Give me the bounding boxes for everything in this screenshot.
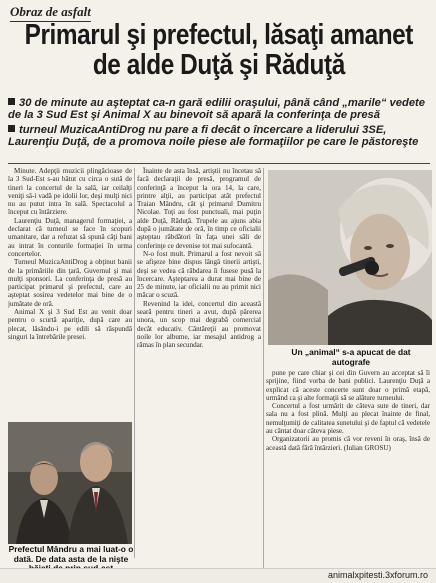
body-paragraph: Concertul a fost urmărit de câteva sute de tineri, dar sala nu a fost plină. Mulţi au plecat înainte de final, nemulţumiţi de calitatea sunetului şi de faptul că vedetele au cântat doar câteva piese. — [266, 402, 430, 436]
body-paragraph: N-o fost mult. Primarul a fost nevoit să se afişeze bine dispus lângă tinerii artişti, deşi se vedea că răbdarea îi fusese pusă la încercare. Aşteptarea a durat mai bine de 25 de minute, iar oficialii nu au primit nici măcar o scuză. — [137, 249, 261, 300]
photo-singer-illustration — [268, 170, 432, 345]
body-paragraph: Revenind la idei, concertul din această seară pentru tineri a avut, după părerea unora, un scop mai degrabă comercial decât educativ. Cântăreţii au promovat noile lor albume, iar mesajul antidrog a rămas în plan secundar. — [137, 299, 261, 350]
body-paragraph: Înainte de asta însă, artiştii nu încetau să facă declaraţii de presă, programul de conferinţă a început la ora 14, la care, printre alţii, au participat atât prefectul Traian Mândru, cât şi primarul Dumitru Nicolae. Toţi au fost punctuali, mai puţin alde Duţă, Răduţă. Trupele au ajuns abia după o jumătate de oră, în timp ce oficialii aşteptau răbdători în faţa unei săli de conferinţe ce devenise tot mai sufocantă. — [137, 167, 261, 250]
photo-prefect-mayor — [8, 422, 132, 544]
body-paragraph: Organizatorii au promis că vor reveni în oraş, însă de această dată fără întârzieri. (Iulian GROSU) — [266, 435, 430, 452]
body-column-2 — [137, 167, 261, 559]
body-paragraph: Turneul MuzicaAntiDrog a obţinut banii de la primăriile din ţară, Guvernul şi mai mulţi sponsori. La conferinţa de presă au participat primarul şi prefectul, care au aşteptat sosirea vedetelor mai bine de o jumătate de oră. — [8, 258, 132, 308]
bullet-square-icon — [8, 125, 15, 132]
body-column-3 — [266, 369, 430, 574]
lede-paragraph-1 — [8, 97, 432, 122]
photo-officials-illustration — [8, 422, 132, 544]
column-divider — [134, 168, 135, 558]
lede-paragraph-2 — [8, 124, 432, 149]
lede-1-text: 30 de minute au aşteptat ca-n gară edilii oraşului, până când „marile“ vedete de la 3 Sud Est şi Animal X au binevoit să apară la conferinţa de presă — [8, 97, 425, 122]
body-paragraph: pune pe care chiar şi cei din Guvern au acceptat să îi sprijine, fiind vorba de bani publici. Laurenţiu Duţă a explicat că aceste concerte sunt doar o primă etapă, urmând ca şi alte formaţii să se alăture turneului. — [266, 369, 430, 402]
header-divider — [8, 163, 430, 164]
body-paragraph: Laurenţiu Duţă, managerul formaţiei, a declarat că turneul se face în scopuri umanitare, dar a refuzat să spună câţi bani au intrat în conturile formaţiei în urma concertelor. — [8, 216, 132, 258]
page-footer — [0, 568, 436, 583]
body-column-1 — [8, 167, 132, 419]
section-kicker: Obraz de asfalt — [10, 4, 91, 22]
body-paragraph: Animal X şi 3 Sud Est au venit doar pentru o scurtă apariţie, după care au plecat, lăsându-i pe edili să răspundă singuri la întrebările presei. — [8, 308, 132, 341]
lede-2-text: turneul MuzicaAntiDrog nu pare a fi decât o încercare a liderului 3SE, Laurenţiu Duţă, de a promova noile piese ale formaţiilor pe care le păstoreşte — [8, 124, 419, 149]
photo-caption-right: Un „animal“ s-a apucat de dat autografe — [291, 347, 411, 367]
photo-singer-autographs — [268, 170, 432, 345]
column-divider — [263, 168, 264, 573]
body-paragraph: Minute. Adepţii muzicii plingăcioase de la 3 Sud-Est s-au bătut cu circa o sută de tineri la concertul de la sală, iar ceilalţi veniţi să-i vadă pe idolii lor, deşi mulţi nici nu au putut intra în sală. Spectacolul a început cu întârziere. — [8, 167, 132, 217]
photo-caption-left: Prefectul Mândru a mai luat-o o dată. De data asta de la nişte — [8, 544, 134, 564]
footer-url[interactable]: animalxpitesti.3xforum.ro — [327, 570, 428, 580]
article-headline: Primarul şi prefectul, lăsaţi amanet de alde Duţă şi Răduţă — [24, 19, 414, 81]
bullet-square-icon — [8, 98, 15, 105]
